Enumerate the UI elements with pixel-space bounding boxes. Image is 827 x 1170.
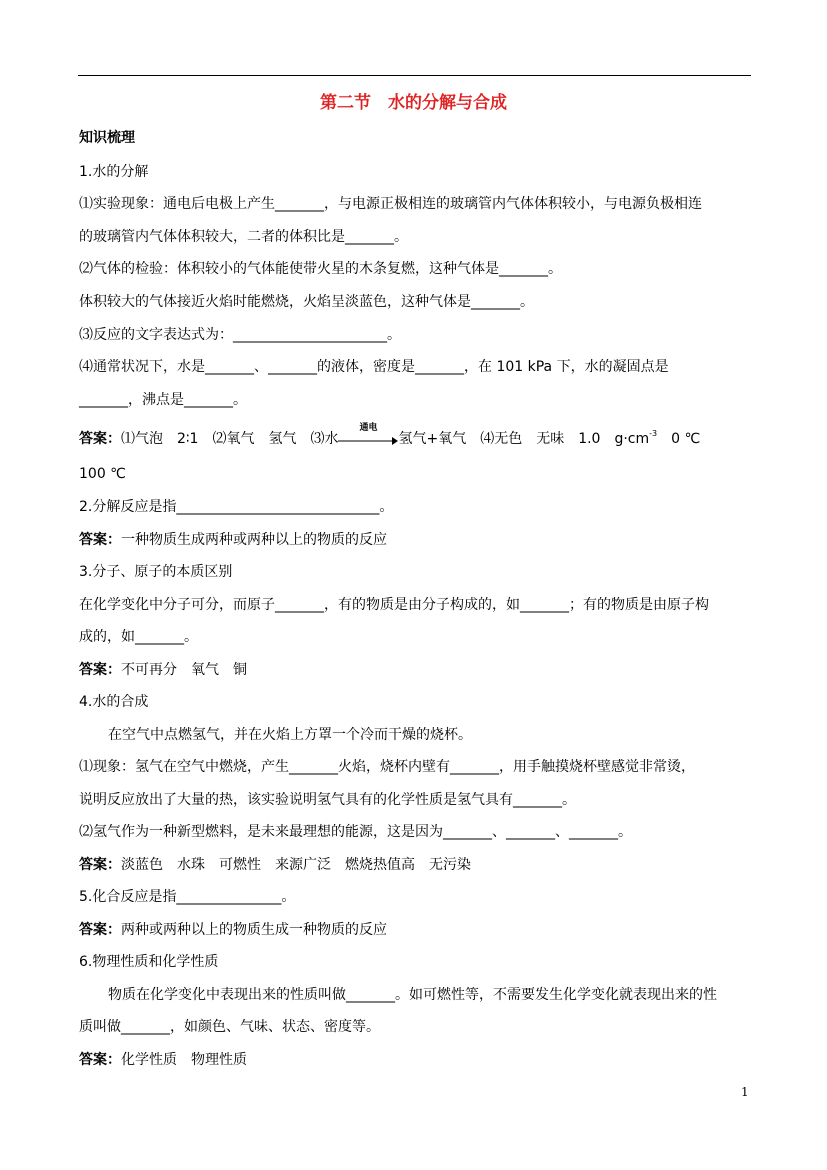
answer-5 bbox=[79, 920, 387, 940]
answer-5-text: 两种或两种以上的物质生成一种物质的反应 bbox=[121, 922, 387, 938]
q4-line-1: 在空气中点燃氢气，并在火焰上方罩一个冷而干燥的烧杯。 bbox=[108, 727, 472, 743]
q4-heading: 4.水的合成 bbox=[79, 694, 149, 710]
page-title: 第二节 水的分解与合成 bbox=[320, 93, 507, 113]
q1-line-6: ⑷通常状况下，水是_______、_______的液体，密度是_______，在 101 kPa 下，水的凝固点是 bbox=[79, 359, 669, 375]
answer-label: 答案： bbox=[79, 662, 121, 678]
arrow-icon bbox=[338, 437, 398, 445]
answer-label: 答案： bbox=[79, 857, 121, 873]
answer-3 bbox=[79, 660, 247, 680]
q1-line-5: ⑶反应的文字表达式为：______________________。 bbox=[79, 327, 401, 343]
answer-label: 答案： bbox=[79, 922, 121, 938]
answer-label: 答案： bbox=[79, 532, 121, 548]
answer-1-sup: -3 bbox=[649, 429, 658, 438]
answer-1-pre: ⑴气泡 2∶1 ⑵氧气 氢气 ⑶水 bbox=[121, 431, 339, 447]
answer-1-tail: 0 ℃ bbox=[657, 431, 701, 447]
q3-heading: 3.分子、原子的本质区别 bbox=[79, 564, 233, 580]
q6-line-2: 质叫做_______，如颜色、气味、状态、密度等。 bbox=[79, 1019, 380, 1035]
q1-line-1: ⑴实验现象：通电后电极上产生_______，与电源正极相连的玻璃管内气体体积较小，与电源负极相连 bbox=[79, 196, 702, 212]
answer-4 bbox=[79, 855, 471, 875]
answer-1-post: 氢气+氧气 ⑷无色 无味 1.0 g·cm bbox=[398, 431, 650, 447]
answer-2 bbox=[79, 530, 387, 550]
answer-2-text: 一种物质生成两种或两种以上的物质的反应 bbox=[121, 532, 387, 548]
q1-heading: 1.水的分解 bbox=[79, 164, 149, 180]
q6-line-1: 物质在化学变化中表现出来的性质叫做_______。如可燃性等，不需要发生化学变化就表现出来的性 bbox=[108, 987, 717, 1003]
q3-line-2: 成的，如_______。 bbox=[79, 629, 198, 645]
answer-6 bbox=[79, 1050, 247, 1070]
section-heading: 知识梳理 bbox=[79, 130, 135, 146]
q4-line-3: 说明反应放出了大量的热，该实验说明氢气具有的化学性质是氢气具有_______。 bbox=[79, 792, 576, 808]
q4-line-2: ⑴现象：氢气在空气中燃烧，产生_______火焰，烧杯内壁有_______，用手触摸烧杯壁感觉非常烫， bbox=[79, 759, 695, 775]
q3-line-1: 在化学变化中分子可分，而原子_______，有的物质是由分子构成的，如_______；有的物质是由原子构 bbox=[79, 597, 709, 613]
answer-1 bbox=[79, 423, 701, 449]
answer-4-text: 淡蓝色 水珠 可燃性 来源广泛 燃烧热值高 无污染 bbox=[121, 857, 471, 873]
answer-label: 答案： bbox=[79, 431, 121, 447]
q1-line-3: ⑵气体的检验：体积较小的气体能使带火星的木条复燃，这种气体是_______。 bbox=[79, 261, 562, 277]
q1-line-2: 的玻璃管内气体体积较大，二者的体积比是_______。 bbox=[79, 229, 408, 245]
q2: 2.分解反应是指_____________________________。 bbox=[79, 499, 394, 515]
answer-6-text: 化学性质 物理性质 bbox=[121, 1052, 247, 1068]
page-number: 1 bbox=[741, 1085, 749, 1099]
header-rule bbox=[78, 75, 751, 76]
reaction-arrow bbox=[338, 423, 398, 449]
q5: 5.化合反应是指_______________。 bbox=[79, 889, 296, 905]
answer-label: 答案： bbox=[79, 1052, 121, 1068]
answer-1-line-2: 100 ℃ bbox=[79, 466, 126, 482]
q1-line-4: 体积较大的气体接近火焰时能燃烧，火焰呈淡蓝色，这种气体是_______。 bbox=[79, 294, 534, 310]
q4-line-4: ⑵氢气作为一种新型燃料，是未来最理想的能源，这是因为_______、_______、_______。 bbox=[79, 824, 632, 840]
q1-line-7: _______，沸点是_______。 bbox=[79, 392, 247, 408]
reaction-condition: 通电 bbox=[359, 423, 378, 433]
answer-3-text: 不可再分 氧气 铜 bbox=[121, 662, 247, 678]
q6-heading: 6.物理性质和化学性质 bbox=[79, 954, 219, 970]
